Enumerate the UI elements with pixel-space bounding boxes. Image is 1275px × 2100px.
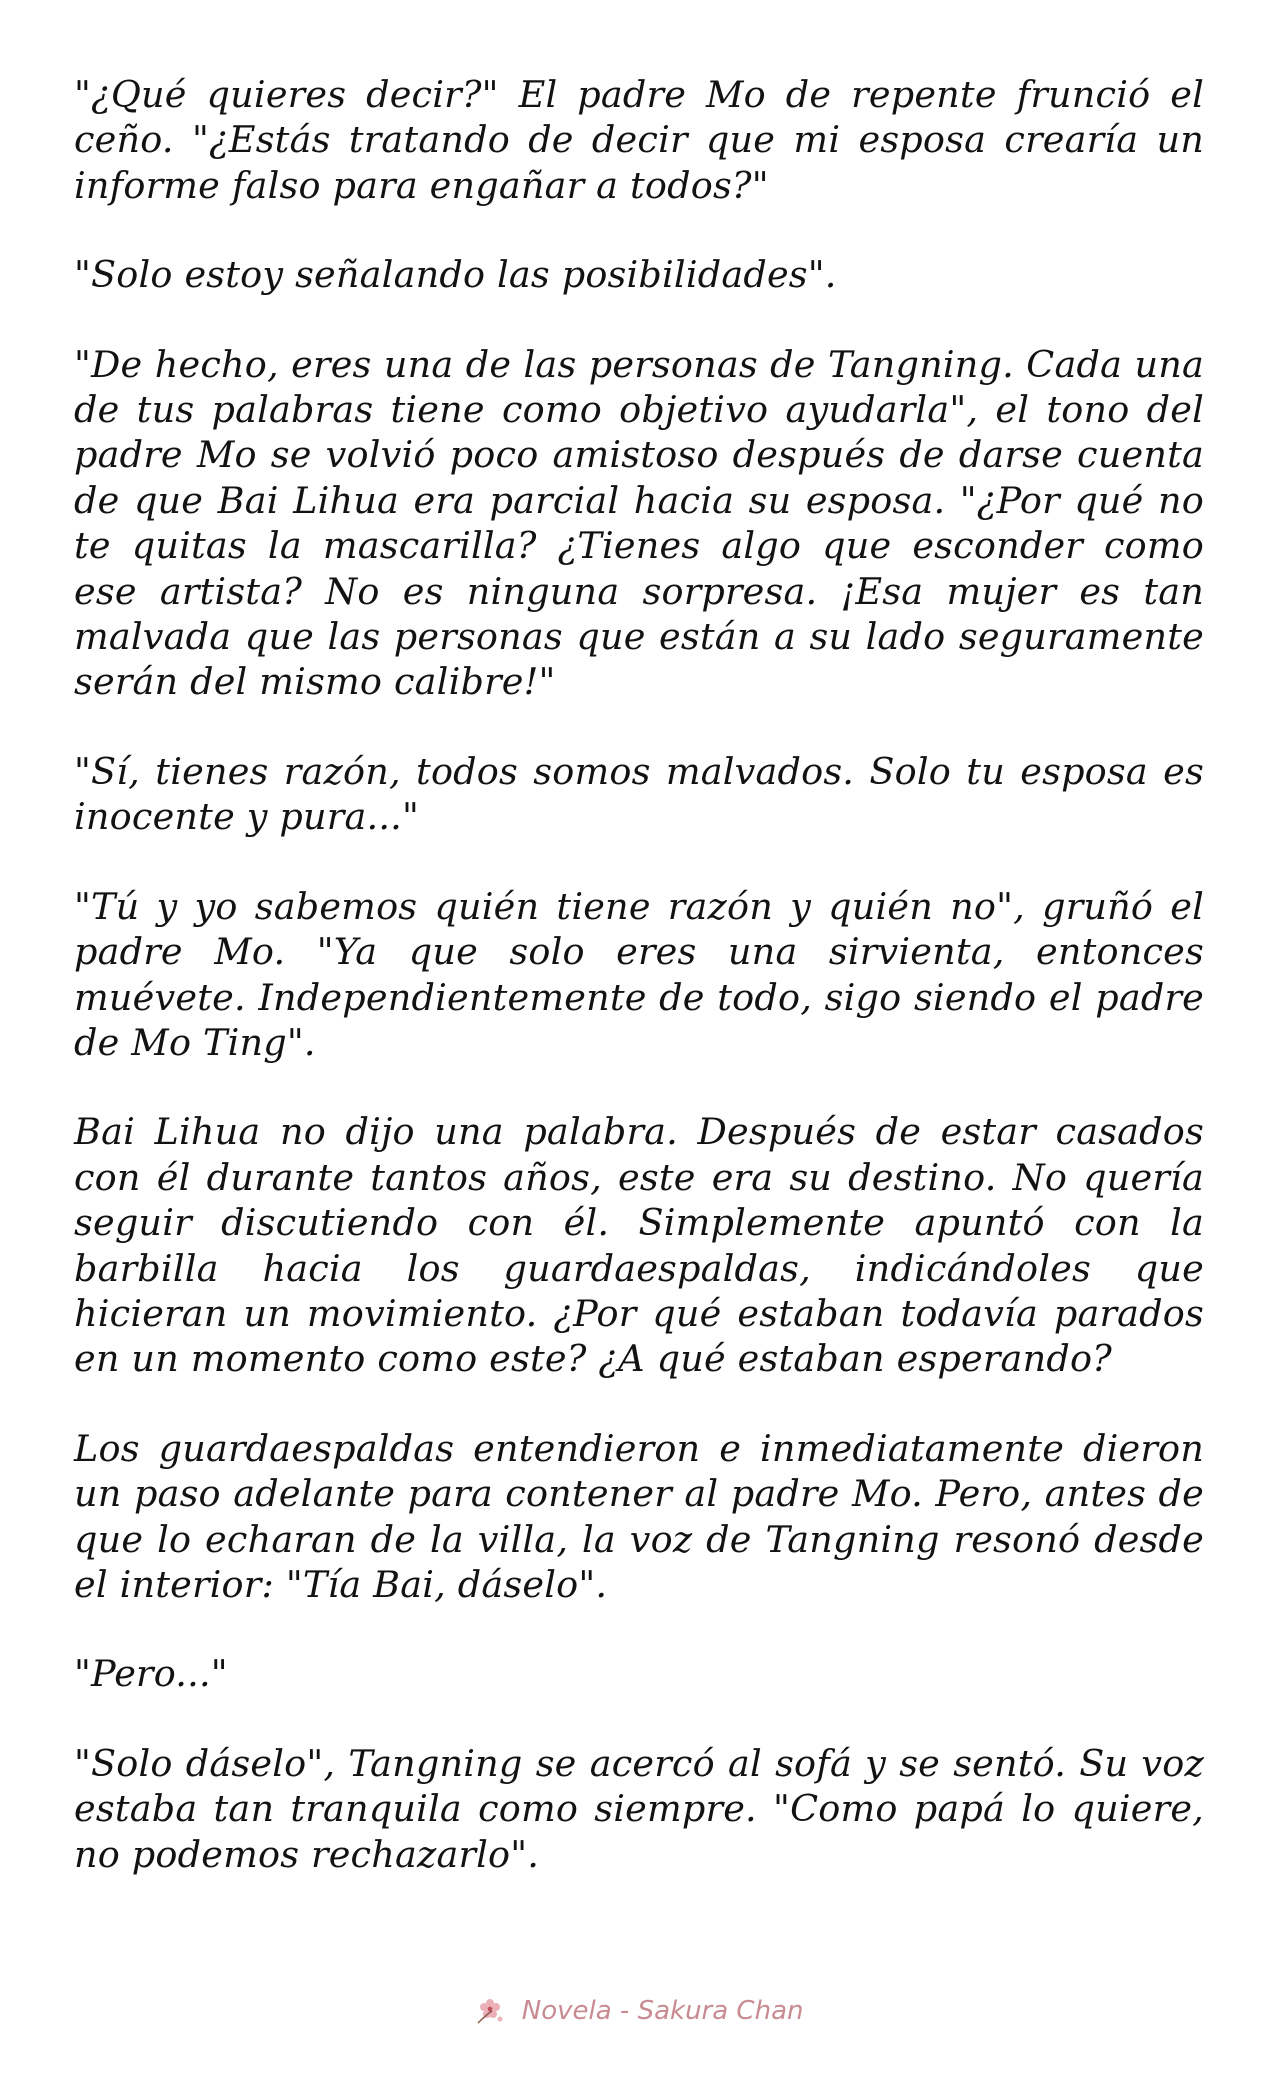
paragraph: "Solo estoy señalando las posibilidades". bbox=[74, 253, 837, 297]
paragraph: Los guardaespaldas entendieron e inmediatamente dieron un paso adelante para contener al padre Mo. Pero, antes de que lo echaran de la villa, la voz de Tangning resonó desde el interior: "Tía Bai, dáselo". bbox=[74, 1426, 1204, 1606]
paragraph: "¿Qué quieres decir?" El padre Mo de repente frunció el ceño. "¿Estás tratando de decir que mi esposa crearía un informe falso para engañar a todos?" bbox=[74, 73, 1204, 207]
paragraph: "De hecho, eres una de las personas de Tangning. Cada una de tus palabras tiene como objetivo ayudarla", el tono del padre Mo se volvió poco amistoso después de darse cuenta de que Bai Lihua era parcial hacia su esposa. "¿Por qué no te quitas la mascarilla? ¿Tienes algo que esconder como ese artista? No es ninguna sorpresa. ¡Esa mujer es tan malvada que las personas que están a su lado seguramente serán del mismo calibre!" bbox=[74, 342, 1204, 704]
cherry-blossom-icon bbox=[472, 1993, 508, 2029]
document-body bbox=[74, 72, 1204, 1921]
paragraph: "Tú y yo sabemos quién tiene razón y quién no", gruñó el padre Mo. "Ya que solo eres una sirvienta, entonces muévete. Independientemente de todo, sigo siendo el padre de Mo Ting". bbox=[74, 884, 1204, 1064]
paragraph: Bai Lihua no dijo una palabra. Después de estar casados con él durante tantos años, este era su destino. No quería seguir discutiendo con él. Simplemente apuntó con la barbilla hacia los guardaespaldas, indicándoles que hicieran un movimiento. ¿Por qué estaban todavía parados en un momento como este? ¿A qué estaban esperando? bbox=[74, 1110, 1204, 1381]
paragraph: "Sí, tienes razón, todos somos malvados. Solo tu esposa es inocente y pura..." bbox=[74, 749, 1204, 839]
paragraph: "Pero..." bbox=[74, 1652, 228, 1696]
watermark-label: Novela - Sakura Chan bbox=[521, 1996, 804, 2026]
watermark-footer bbox=[0, 1993, 1275, 2029]
paragraph: "Solo dáselo", Tangning se acercó al sofá y se sentó. Su voz estaba tan tranquila como siempre. "Como papá lo quiere, no podemos rechazarlo". bbox=[74, 1741, 1204, 1876]
